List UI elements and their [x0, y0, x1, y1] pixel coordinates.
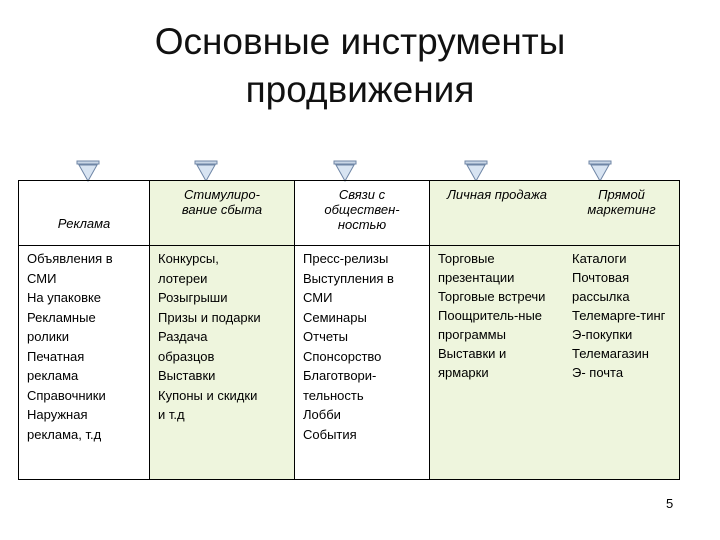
list-item: Конкурсы,: [158, 251, 219, 266]
list-item: Розыгрыши: [158, 290, 228, 305]
list-item: Выставки: [158, 368, 216, 383]
list-item: Выступления в: [303, 270, 394, 286]
list-item: Спонсорство: [303, 348, 382, 364]
list-item: Телемарге-тинг: [572, 308, 666, 323]
header-divider: [19, 245, 679, 246]
list-item: Объявления в: [27, 251, 113, 266]
column-items: [295, 249, 429, 444]
list-item: Справочники: [27, 387, 106, 403]
list-item: ролики: [27, 329, 69, 344]
column-header: Личная продажа: [446, 187, 547, 202]
list-item: Раздача: [158, 329, 208, 344]
slide-title: [0, 18, 720, 114]
list-item: образцов: [158, 348, 215, 364]
down-arrow-icon: [463, 160, 489, 182]
list-item: Купоны и скидки: [158, 387, 258, 403]
down-arrow-icon: [193, 160, 219, 182]
list-item: Торговые: [438, 251, 495, 266]
down-arrow-icon: [587, 160, 613, 182]
list-item: презентации: [438, 270, 515, 285]
column-public-relations: [294, 181, 429, 479]
list-item: Печатная: [27, 348, 85, 364]
list-item: События: [303, 426, 357, 442]
column-header: Стимулиро- вание сбыта: [181, 187, 263, 217]
list-item: программы: [438, 327, 506, 342]
down-arrow-icon: [75, 160, 101, 182]
list-item: Пресс-релизы: [303, 251, 389, 266]
list-item: Э-покупки: [572, 327, 633, 342]
list-item: Призы и подарки: [158, 309, 261, 325]
list-item: Телемагазин: [572, 346, 649, 361]
list-item: Лобби: [303, 407, 341, 422]
list-item: реклама, т.д: [27, 426, 102, 442]
column-sales-promotion: [149, 181, 294, 479]
list-item: На упаковке: [27, 290, 102, 305]
column-header: Прямой маркетинг: [587, 187, 656, 217]
column-items: [430, 249, 564, 382]
list-item: Наружная: [27, 407, 88, 422]
list-item: Почтовая: [572, 270, 630, 285]
column-header: Реклама: [57, 216, 111, 231]
column-advertising: [19, 181, 149, 479]
tools-table: [18, 180, 680, 480]
list-item: Поощритель-ные: [438, 308, 543, 323]
list-item: реклама: [27, 368, 79, 383]
column-personal-selling: [429, 181, 564, 479]
list-item: Торговые встречи: [438, 289, 546, 304]
list-item: Рекламные: [27, 309, 96, 325]
list-item: рассылка: [572, 289, 630, 304]
column-items: [564, 249, 679, 382]
column-items: [19, 249, 149, 444]
list-item: СМИ: [27, 270, 57, 286]
column-direct-marketing: [564, 181, 679, 479]
list-item: СМИ: [303, 290, 333, 305]
column-header: Связи с обществен- ностью: [324, 187, 400, 232]
list-item: и т.д: [158, 407, 185, 422]
list-item: Э- почта: [572, 365, 624, 380]
list-item: Каталоги: [572, 251, 627, 266]
list-item: лотереи: [158, 270, 208, 286]
list-item: тельность: [303, 387, 364, 403]
down-arrow-icon: [332, 160, 358, 182]
list-item: Выставки и: [438, 346, 507, 361]
column-items: [150, 249, 294, 425]
list-item: Отчеты: [303, 329, 348, 344]
list-item: Семинары: [303, 309, 367, 325]
list-item: ярмарки: [438, 365, 489, 380]
page-number: 5: [666, 496, 674, 511]
title-line-2: продвижения: [245, 69, 475, 110]
list-item: Благотвори-: [303, 368, 377, 383]
title-line-1: Основные инструменты: [154, 21, 566, 62]
